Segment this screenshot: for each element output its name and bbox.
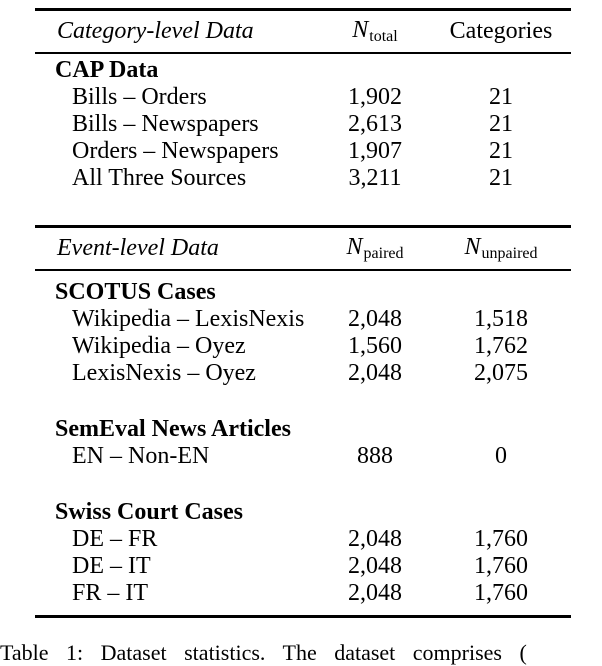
section-scotus-cases (35, 271, 571, 387)
row-n-total: 3,211 (348, 165, 402, 191)
row-n-unpaired: 2,075 (474, 360, 528, 386)
table-row (35, 443, 571, 470)
row-n-unpaired: 1,760 (474, 526, 528, 552)
table-row (35, 553, 571, 580)
table-row (35, 111, 571, 138)
row-n-total: 1,902 (348, 84, 402, 110)
table2-header-col1: Event-level Data (57, 235, 219, 261)
row-categories: 21 (489, 138, 513, 164)
table2-header-col3 (445, 234, 557, 263)
row-label: Wikipedia – LexisNexis (72, 306, 305, 332)
row-label: Wikipedia – Oyez (72, 333, 246, 359)
row-label: DE – FR (72, 526, 158, 552)
table-row (35, 360, 571, 387)
row-categories: 21 (489, 111, 513, 137)
section-title: Swiss Court Cases (55, 499, 244, 525)
math-subscript: paired (363, 245, 404, 262)
row-n-paired: 2,048 (348, 580, 402, 606)
row-label: Bills – Orders (72, 84, 207, 110)
row-n-total: 2,613 (348, 111, 402, 137)
row-label: LexisNexis – Oyez (72, 360, 256, 386)
row-n-paired: 2,048 (348, 553, 402, 579)
section-swiss-court-cases (35, 499, 571, 607)
math-n-symbol: N (346, 234, 363, 260)
row-n-unpaired: 1,760 (474, 553, 528, 579)
row-n-total: 1,907 (348, 138, 402, 164)
row-n-unpaired: 1,760 (474, 580, 528, 606)
table-row (35, 306, 571, 333)
row-n-paired: 1,560 (348, 333, 402, 359)
dataset-statistics-table (35, 8, 571, 618)
row-n-paired: 2,048 (348, 306, 402, 332)
table1-header-col3: Categories (449, 18, 553, 44)
row-n-unpaired: 1,762 (474, 333, 528, 359)
section-cap-data (35, 54, 571, 192)
table1-header-col1: Category-level Data (57, 18, 254, 44)
table2-header-row (35, 225, 571, 271)
event-level-table (35, 225, 571, 618)
table1-header-row (35, 8, 571, 54)
table-row (35, 526, 571, 553)
row-categories: 21 (489, 84, 513, 110)
table2-header-col2 (305, 234, 445, 263)
table-row (35, 165, 571, 192)
row-label: DE – IT (72, 553, 151, 579)
table-row (35, 580, 571, 607)
math-subscript: unpaired (481, 245, 538, 262)
row-label: FR – IT (72, 580, 149, 606)
row-n-paired: 2,048 (348, 526, 402, 552)
category-level-table (35, 8, 571, 192)
math-n-symbol: N (352, 17, 369, 43)
table1-header-col2 (305, 17, 445, 46)
row-label: Orders – Newspapers (72, 138, 279, 164)
table-caption: Table 1: Dataset statistics. The dataset comprises ( (0, 640, 527, 665)
row-n-paired: 888 (357, 443, 393, 469)
table-row (35, 333, 571, 360)
section-title: SemEval News Articles (55, 416, 291, 442)
section-semeval-news-articles (35, 416, 571, 470)
row-label: Bills – Newspapers (72, 111, 259, 137)
table-row (35, 84, 571, 111)
math-subscript: total (369, 28, 398, 45)
row-n-unpaired: 1,518 (474, 306, 528, 332)
math-n-symbol: N (464, 234, 481, 260)
section-title: SCOTUS Cases (55, 279, 216, 305)
table-row (35, 138, 571, 165)
row-label: All Three Sources (72, 165, 247, 191)
row-n-unpaired: 0 (495, 443, 507, 469)
row-n-paired: 2,048 (348, 360, 402, 386)
row-label: EN – Non-EN (72, 443, 210, 469)
row-categories: 21 (489, 165, 513, 191)
section-title: CAP Data (55, 57, 159, 83)
